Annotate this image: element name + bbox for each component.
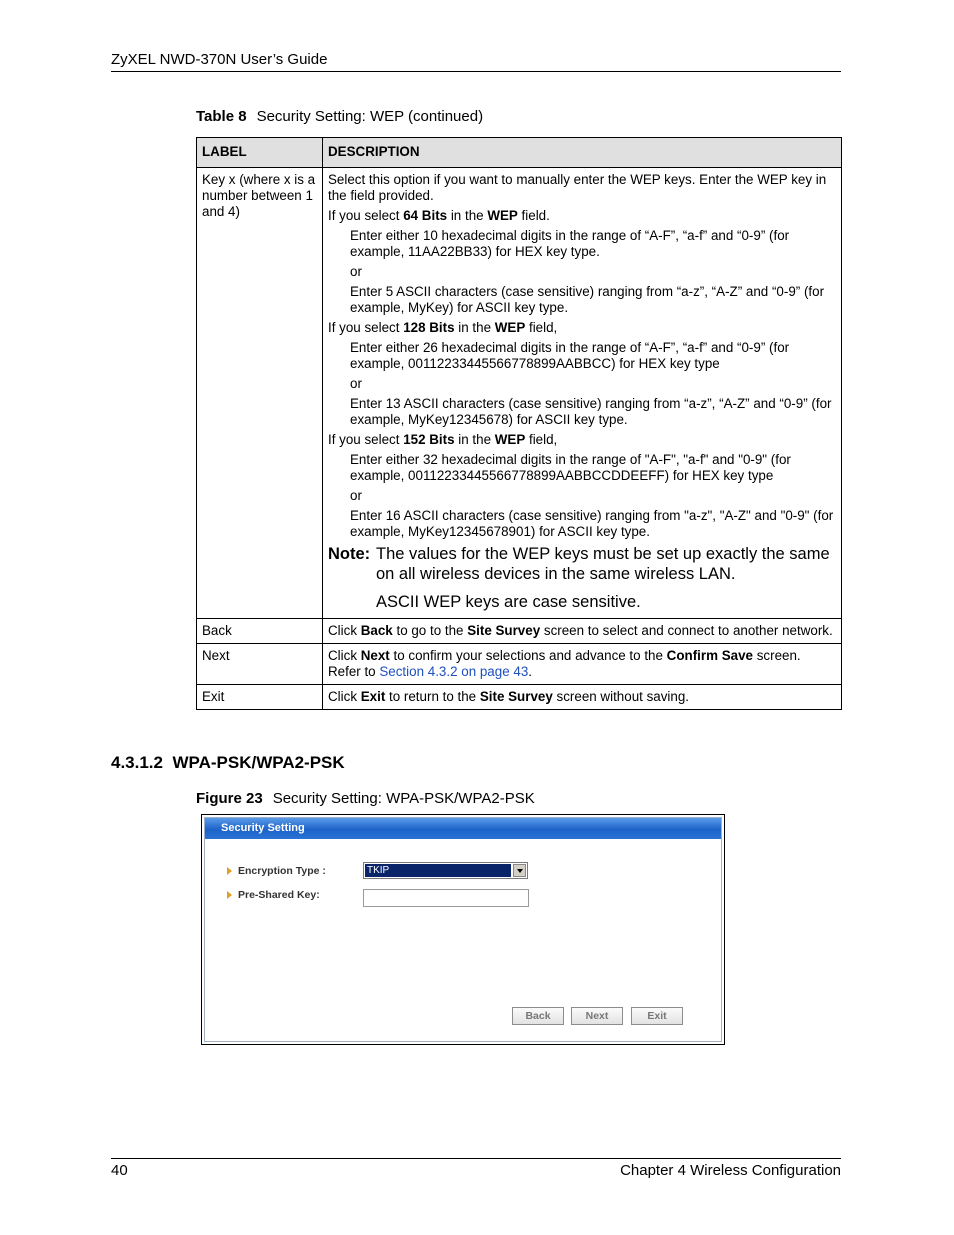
- text-back: Back: [360, 623, 393, 638]
- text-if-select: If you select: [328, 432, 404, 447]
- key-intro: Select this option if you want to manually enter the WEP keys. Enter the WEP key in the field provided.: [328, 172, 827, 203]
- bullet-arrow-icon: [227, 891, 232, 899]
- text-128-bits: 128 Bits: [403, 320, 455, 335]
- text-click: Click: [328, 623, 361, 638]
- section-number: 4.3.1.2: [111, 753, 163, 772]
- section-heading: [111, 753, 345, 773]
- table-row: [197, 685, 842, 710]
- text-wep: WEP: [494, 432, 526, 447]
- or-text: or: [350, 264, 362, 279]
- text-wep: WEP: [494, 320, 526, 335]
- select-152-line: [328, 432, 836, 448]
- next-button[interactable]: Next: [571, 1007, 623, 1025]
- text-in-the: in the: [454, 320, 495, 335]
- text-wep: WEP: [487, 208, 518, 223]
- ascii-64-text: Enter 5 ASCII characters (case sensitive) ranging from “a-z”, “A-Z” and “0-9” (for example, MyKey) for ASCII key type.: [350, 284, 825, 315]
- text-mid: to return to the: [385, 689, 480, 704]
- text-152-bits: 152 Bits: [403, 432, 455, 447]
- row-label-exit: Exit: [197, 685, 323, 710]
- exit-button[interactable]: Exit: [631, 1007, 683, 1025]
- text-field: field,: [525, 432, 558, 447]
- figure-caption-text: Security Setting: WPA-PSK/WPA2-PSK: [272, 790, 535, 807]
- section-title: WPA-PSK/WPA2-PSK: [172, 753, 345, 772]
- row-label-key: Key x (where x is a number between 1 and 4): [197, 168, 323, 619]
- text-if-select: If you select: [328, 320, 404, 335]
- text-64-bits: 64 Bits: [403, 208, 448, 223]
- header-rule: [111, 71, 841, 72]
- text-if-select: If you select: [328, 208, 404, 223]
- select-128-line: [328, 320, 836, 336]
- select-64-line: [328, 208, 836, 224]
- hex-152-text: Enter either 32 hexadecimal digits in the range of "A-F", "a-f" and "0-9" (for example, 00112233445566778899AABBCCDDEEFF) for HEX key type: [350, 452, 791, 483]
- encryption-type-label: Encryption Type :: [238, 865, 326, 877]
- text-in-the: in the: [454, 432, 495, 447]
- table-row: [197, 619, 842, 644]
- note-block: [328, 544, 836, 584]
- row-label-next: Next: [197, 644, 323, 685]
- row-description-key: [323, 168, 842, 619]
- back-button[interactable]: Back: [512, 1007, 564, 1025]
- table-caption-text: Security Setting: WEP (continued): [256, 108, 484, 125]
- text-end: screen. Refer to: [328, 648, 801, 679]
- text-next: Next: [360, 648, 390, 663]
- text-end: screen to select and connect to another network.: [540, 623, 833, 638]
- hex-64-text: Enter either 10 hexadecimal digits in the range of “A-F”, “a-f” and “0-9” (for example, 11AA22BB33) for HEX key type.: [350, 228, 790, 259]
- text-end: screen without saving.: [552, 689, 690, 704]
- note-extra: ASCII WEP keys are case sensitive.: [376, 593, 641, 611]
- panel-title: Security Setting: [205, 818, 721, 839]
- pre-shared-key-input[interactable]: [363, 889, 529, 907]
- table-caption-label: Table 8: [196, 108, 247, 125]
- encryption-type-row: [227, 865, 326, 877]
- row-description-back: [323, 619, 842, 644]
- text-period: .: [528, 664, 532, 679]
- pre-shared-key-row: [227, 889, 320, 901]
- note-text: The values for the WEP keys must be set up exactly the same on all wireless devices in the same wireless LAN.: [376, 545, 830, 583]
- or-text: or: [350, 488, 362, 503]
- figure-caption-label: Figure 23: [196, 790, 263, 807]
- column-header-description: DESCRIPTION: [323, 138, 842, 168]
- text-site-survey: Site Survey: [479, 689, 553, 704]
- or-text: or: [350, 376, 362, 391]
- encryption-type-select[interactable]: [363, 862, 528, 879]
- text-click: Click: [328, 689, 361, 704]
- table-caption: [196, 108, 483, 125]
- section-link[interactable]: Section 4.3.2 on page 43: [379, 664, 529, 679]
- table-row: [197, 644, 842, 685]
- text-exit: Exit: [360, 689, 386, 704]
- text-in-the: in the: [447, 208, 488, 223]
- column-header-label: LABEL: [197, 138, 323, 168]
- ascii-128-text: Enter 13 ASCII characters (case sensitive) ranging from “a-z”, “A-Z” and “0-9” (for example, MyKey12345678) for ASCII key type.: [350, 396, 832, 427]
- dropdown-arrow-icon[interactable]: [513, 864, 526, 877]
- text-mid: to confirm your selections and advance to the: [389, 648, 667, 663]
- encryption-type-value: TKIP: [365, 864, 511, 877]
- security-setting-screenshot: [201, 814, 725, 1045]
- row-label-back: Back: [197, 619, 323, 644]
- row-description-exit: [323, 685, 842, 710]
- table-row: [197, 168, 842, 619]
- wep-settings-table: [196, 137, 842, 710]
- table-header-row: [197, 138, 842, 168]
- ascii-152-text: Enter 16 ASCII characters (case sensitive) ranging from "a-z", "A-Z" and "0-9" (for example, MyKey12345678901) for ASCII key type.: [350, 508, 834, 539]
- bullet-arrow-icon: [227, 867, 232, 875]
- pre-shared-key-label: Pre-Shared Key:: [238, 889, 320, 901]
- row-description-next: [323, 644, 842, 685]
- page-number: 40: [111, 1162, 128, 1179]
- chapter-title: Chapter 4 Wireless Configuration: [620, 1162, 841, 1179]
- text-site-survey: Site Survey: [467, 623, 541, 638]
- hex-128-text: Enter either 26 hexadecimal digits in the range of “A-F”, “a-f” and “0-9” (for example, 00112233445566778899AABBCC) for HEX key type: [350, 340, 790, 371]
- footer-rule: [111, 1158, 841, 1159]
- figure-caption: [196, 790, 535, 807]
- text-mid: to go to the: [392, 623, 468, 638]
- note-label: Note:: [328, 545, 371, 563]
- running-header: ZyXEL NWD-370N User’s Guide: [111, 51, 328, 68]
- text-click: Click: [328, 648, 361, 663]
- text-confirm-save: Confirm Save: [666, 648, 753, 663]
- text-field: field.: [517, 208, 550, 223]
- text-field: field,: [525, 320, 558, 335]
- screenshot-panel: [204, 817, 722, 1042]
